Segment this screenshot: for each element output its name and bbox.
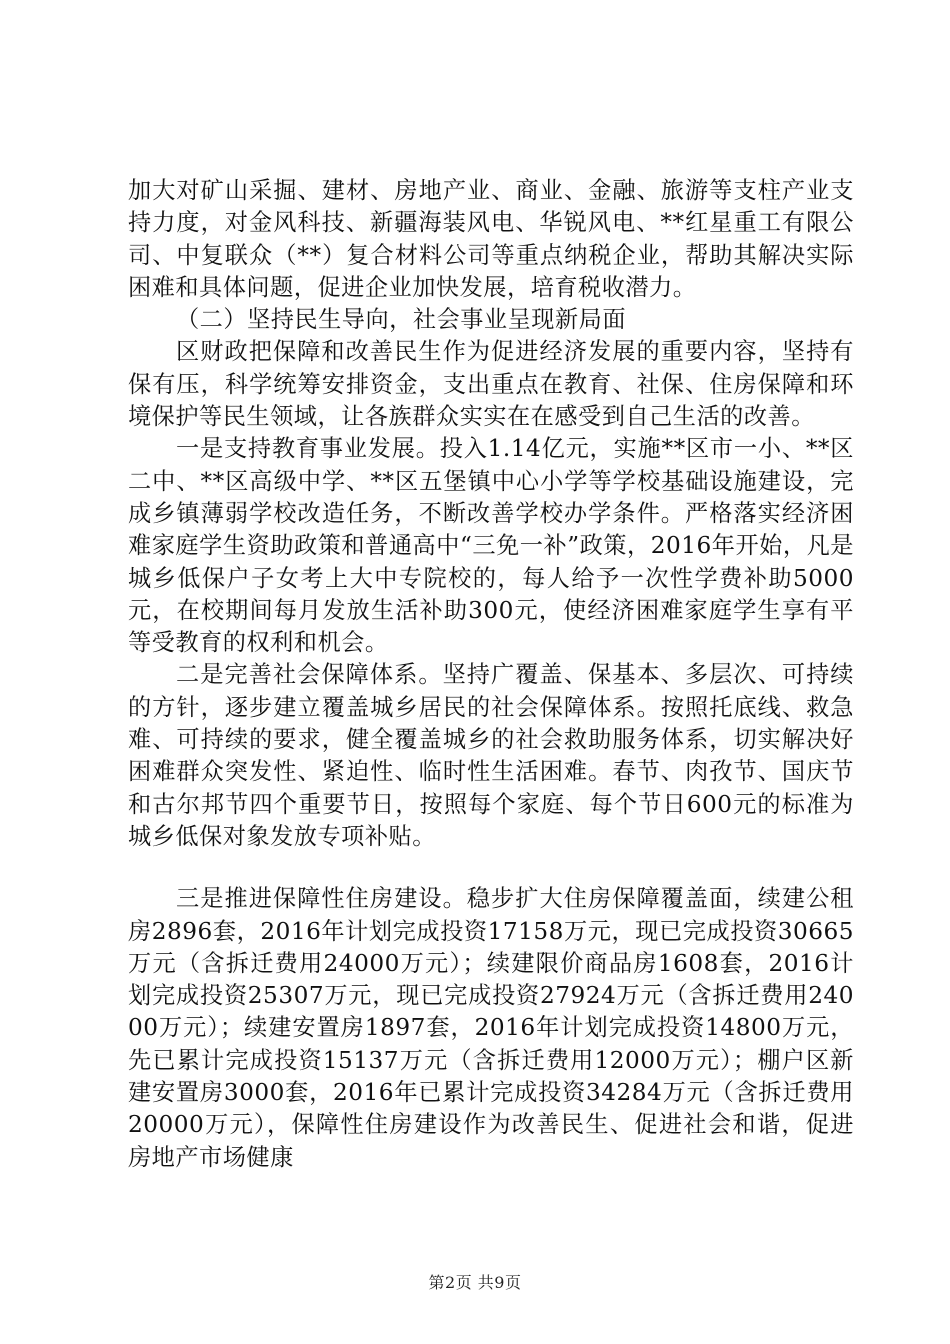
paragraph-continuation: 加大对矿山采掘、建材、房地产业、商业、金融、旅游等支柱产业支持力度，对金风科技、新疆海装风电、华锐风电、**红星重工有限公司、中复联众（**）复合材料公司等重点纳税企业，帮助其解决实际困难和具体问题，促进企业加快发展，培育税收潜力。 — [128, 177, 854, 301]
paragraph-gap — [128, 853, 854, 883]
paragraph-housing: 三是推进保障性住房建设。稳步扩大住房保障覆盖面，续建公租房2896套，2016年计划完成投资17158万元，现已完成投资30665万元（含拆迁费用24000万元）；续建限价商品房1608套，2016计划完成投资25307万元，现已完成投资27924万元（含拆迁费用24000万元）；续建安置房1897套，2016年计划完成投资14800万元，先已累计完成投资15137万元（含拆迁费用12000万元）；棚户区新建安置房3000套，2016年已累计完成投资34284万元（含拆迁费用20000万元），保障性住房建设作为改善民生、促进社会和谐，促进房地产市场健康 — [128, 885, 854, 1171]
page-footer: 第2页 共9页 — [428, 1273, 522, 1292]
document-page — [128, 175, 854, 1174]
paragraph-intro: 区财政把保障和改善民生作为促进经济发展的重要内容，坚持有保有压，科学统筹安排资金，支出重点在教育、社保、住房保障和环境保护等民生领域，让各族群众实实在在感受到自己生活的改善。 — [128, 338, 854, 431]
paragraph-education: 一是支持教育事业发展。投入1.14亿元，实施**区市一小、**区二中、**区高级中学、**区五堡镇中心小学等学校基础设施建设，完成乡镇薄弱学校改造任务，不断改善学校办学条件。严格落实经济困难家庭学生资助政策和普通高中“三免一补”政策，2016年开始，凡是城乡低保户子女考上大中专院校的，每人给予一次性学费补助5000元，在校期间每月发放生活补助300元，使经济困难家庭学生享有平等受教育的权利和机会。 — [128, 435, 854, 657]
section-heading: （二）坚持民生导向，社会事业呈现新局面 — [176, 306, 627, 334]
paragraph-social-security: 二是完善社会保障体系。坚持广覆盖、保基本、多层次、可持续的方针，逐步建立覆盖城乡居民的社会保障体系。按照托底线、救急难、可持续的要求，健全覆盖城乡的社会救助服务体系，切实解决好困难群众突发性、紧迫性、临时性生活困难。春节、肉孜节、国庆节和古尔邦节四个重要节日，按照每个家庭、每个节日600元的标准为城乡低保对象发放专项补贴。 — [128, 661, 854, 850]
